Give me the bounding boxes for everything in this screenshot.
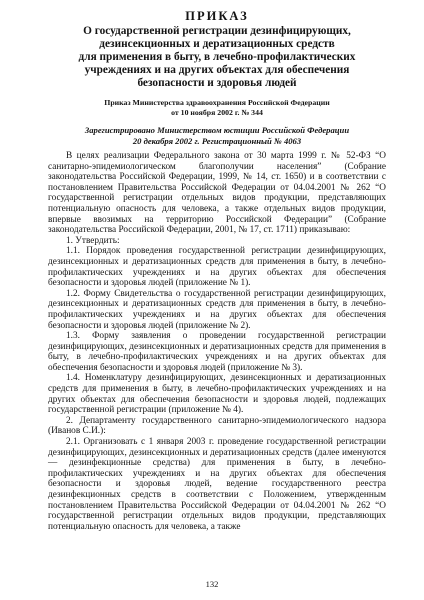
order-ref-line: Приказ Министерства здравоохранения Российской Федерации	[104, 98, 330, 107]
paragraph-item-1: 1. Утвердить:	[66, 235, 120, 246]
title-line: безопасности и здоровья людей	[137, 77, 297, 89]
paragraph-item-2-1: 2.1. Организовать с 1 января 2003 г. проведение государственной регистрации дезинфицирующих, дезинсекционных и дератизационных средств (далее именуются — дезинфекционные средства) для применения в быту, в лечебно-профилактических учреждениях и на других объектах для обеспечения безопасности и здоровья людей, ведение государственного реестра дезинфекционных средств в соответствии с Положением, утвержденным постановлением Правительства Российской Федерации от 04.04.2001 № 262 “О государственной регистрации отдельных видов продукции, представляющих потенциальную опасность для человека, а также	[48, 437, 386, 532]
paragraph-item-2: 2. Департаменту государственного санитарно-эпидемиологического надзора (Иванов С.И.):	[48, 415, 386, 437]
title-line: для применения в быту, в лечебно-профилактических	[78, 51, 356, 63]
title-line: О государственной регистрации дезинфицирующих,	[83, 25, 351, 37]
document-title	[48, 25, 386, 90]
paragraph-item-1-3: 1.3. Форму заявления о проведении государственной регистрации дезинфицирующих, дезинсекционных и дератизационных средств для применения в быту, в лечебно-профилактических учреждениях и на других объектах для обеспечения безопасности и здоровья людей (приложение № 3).	[48, 331, 386, 373]
document-type: ПРИКАЗ	[185, 9, 249, 23]
page-number: 132	[205, 579, 219, 589]
registration-line: Зарегистрировано Министерством юстиции Российской Федерации	[84, 125, 350, 135]
document-body	[48, 151, 386, 532]
paragraph-item-1-4: 1.4. Номенклатуру дезинфицирующих, дезинсекционных и дератизационных средств для применения в быту, в лечебно-профилактических учреждениях и на других объектах для обеспечения безопасности и здоровья людей, подлежащих государственной регистрации (приложение № 4).	[48, 373, 386, 416]
title-line: учреждениях и на других объектах для обеспечения	[84, 64, 350, 76]
registration-note	[48, 125, 386, 146]
registration-line: 20 декабря 2002 г. Регистрационный № 4063	[132, 135, 302, 146]
paragraph-preamble: В целях реализации Федерального закона от 30 марта 1999 г. № 52-ФЗ “О санитарно-эпидемиологическом благополучии населения” (Собрание законодательства Российской Федерации, 1999, № 14, ст. 1650) и в соответствии с постановлением Правительства Российской Федерации от 04.04.2001 № 262 “О государственной регистрации отдельных видов продукции, представляющих потенциальную опасность для человека, а также отдельных видов продукции, впервые ввозимых на территорию Российской Федерации” (Собрание законодательства Российской Федерации, 2001, № 17, ст. 1711) приказываю:	[48, 151, 386, 236]
paragraph-item-1-1: 1.1. Порядок проведения государственной регистрации дезинфицирующих, дезинсекционных и дератизационных средств для применения в быту, в лечебно-профилактических учреждениях и на других объектах для обеспечения безопасности и здоровья людей (приложение № 1).	[48, 246, 386, 289]
title-line: дезинсекционных и дератизационных средств	[99, 38, 335, 50]
paragraph-item-1-2: 1.2. Форму Свидетельства о государственной регистрации дезинфицирующих, дезинсекционных и дератизационных средств для применения в быту, в лечебно-профилактических учреждениях и на других объектах для обеспечения безопасности и здоровья людей (приложение № 2).	[48, 288, 386, 331]
order-ref-line: от 10 ноября 2002 г. № 344	[171, 107, 263, 117]
order-reference	[48, 98, 386, 117]
